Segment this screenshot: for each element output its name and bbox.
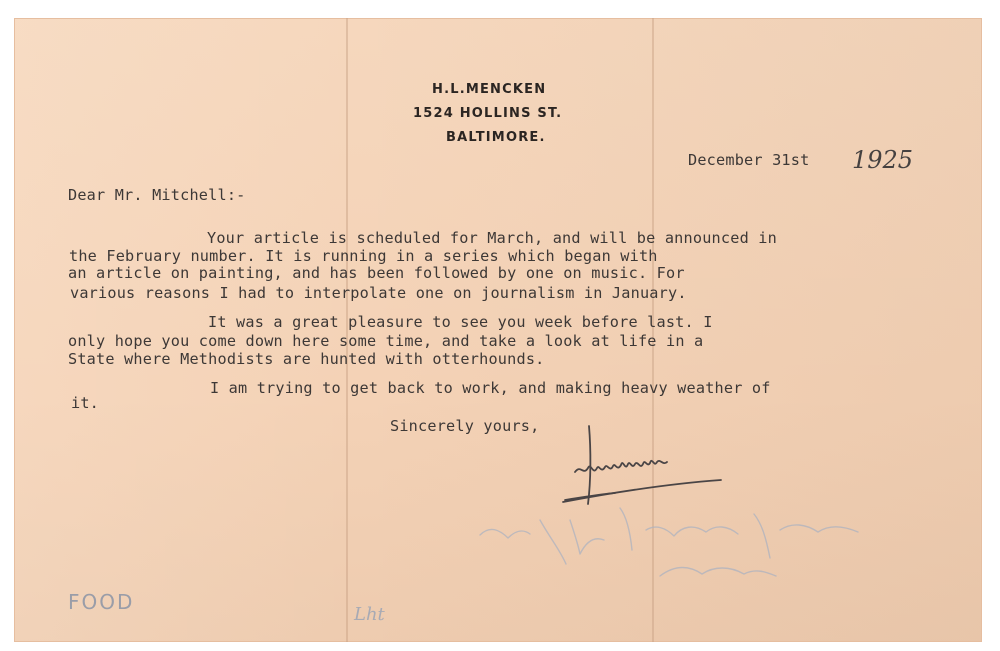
letterhead-name: H.L.MENCKEN — [432, 82, 547, 97]
salutation: Dear Mr. Mitchell:- — [68, 186, 246, 204]
closing: Sincerely yours, — [390, 417, 540, 435]
pencil-scribble — [470, 480, 900, 600]
body-line: Your article is scheduled for March, and will be announced in — [207, 229, 777, 247]
body-line: the February number. It is running in a series which began with — [69, 247, 658, 265]
body-line: it. — [71, 394, 100, 412]
letterhead-street: 1524 HOLLINS ST. — [413, 106, 563, 121]
body-line: State where Methodists are hunted with otterhounds. — [68, 350, 545, 368]
letterhead-city: BALTIMORE. — [446, 130, 546, 145]
body-line: I am trying to get back to work, and making heavy weather of — [210, 379, 771, 397]
pencil-note-bottom-left: FOOD — [68, 590, 135, 614]
body-line: various reasons I had to interpolate one on journalism in January. — [70, 284, 687, 302]
letter-date: December 31st — [688, 151, 810, 169]
body-line: an article on painting, and has been followed by one on music. For — [68, 264, 685, 282]
body-line: It was a great pleasure to see you week before last. I — [208, 313, 713, 331]
pencil-note-bottom-center: Lht — [354, 604, 385, 625]
body-line: only hope you come down here some time, and take a look at life in a — [68, 332, 704, 350]
handwritten-year: 1925 — [852, 146, 914, 174]
